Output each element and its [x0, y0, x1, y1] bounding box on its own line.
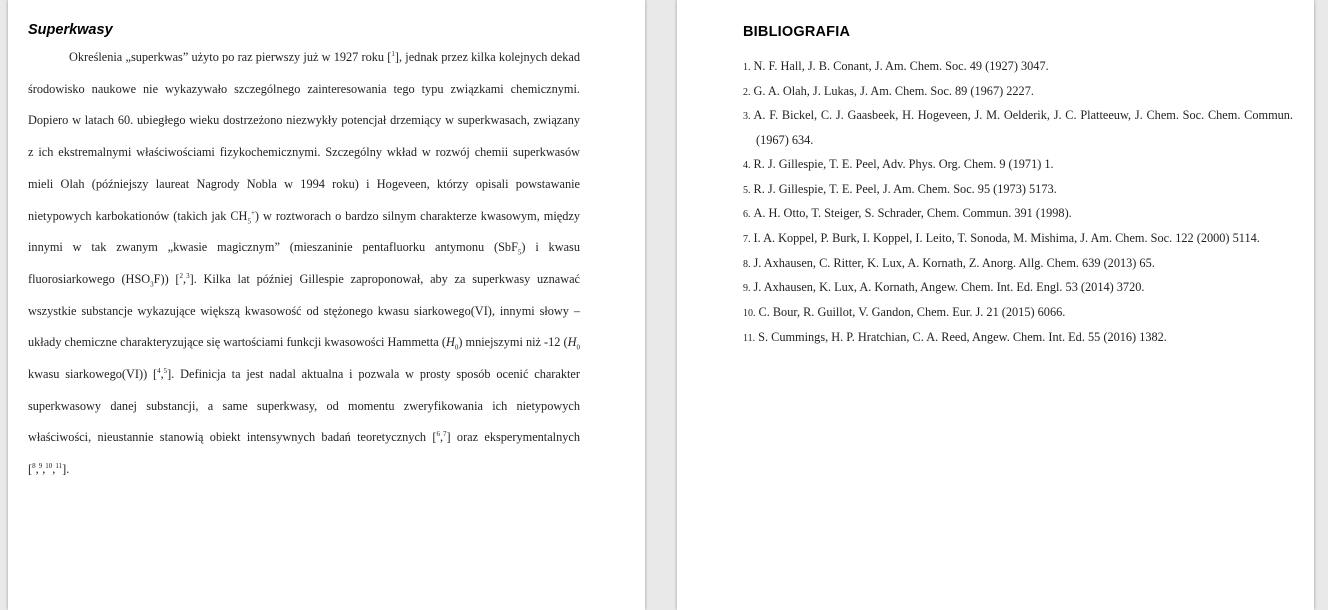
- subscript: 0: [454, 343, 459, 352]
- citation-superscript: 1: [391, 49, 395, 58]
- reference-number: 8.: [743, 258, 751, 270]
- text-run: ]. Kilka lat później Gillespie zaproponował, aby za superkwasy uznawać wszystkie substancje wykazujące większą kwasowość od stężonego kwasu siarkowego(VI), innymi słowy – układy chemiczne charakteryzujące się wartościami funkcji kwasowości Hammetta (: [28, 271, 580, 350]
- subscript: 5: [247, 216, 251, 225]
- reference-item: [743, 252, 1293, 277]
- reference-number: 5.: [743, 184, 751, 196]
- text-run: ,: [52, 462, 56, 477]
- text-run: ) i kwasu fluorosiarkowego (HSO: [28, 240, 580, 286]
- subscript: 3: [150, 280, 154, 289]
- reference-text: I. A. Koppel, P. Burk, I. Koppel, I. Leito, T. Sonoda, M. Mishima, J. Am. Chem. Soc. 122 (2000) 5114.: [753, 230, 1260, 245]
- reference-item: [743, 178, 1293, 203]
- reference-text: C. Bour, R. Guillot, V. Gandon, Chem. Eur. J. 21 (2015) 6066.: [758, 305, 1066, 320]
- reference-number: 10.: [743, 308, 756, 320]
- reference-text: S. Cummings, H. P. Hratchian, C. A. Reed, Angew. Chem. Int. Ed. 55 (2016) 1382.: [758, 329, 1167, 344]
- reference-text: R. J. Gillespie, T. E. Peel, J. Am. Chem. Soc. 95 (1973) 5173.: [753, 181, 1057, 196]
- text-run: ].: [62, 462, 70, 477]
- citation-superscript: 8: [32, 462, 36, 471]
- text-run: ,: [439, 430, 444, 445]
- text-run: ,: [42, 462, 46, 477]
- reference-text: A. H. Otto, T. Steiger, S. Schrader, Chem. Commun. 391 (1998).: [753, 206, 1072, 221]
- document-page-right: [677, 0, 1314, 610]
- citation-superscript: 3: [186, 271, 190, 280]
- reference-text: J. Axhausen, K. Lux, A. Kornath, Angew. Chem. Int. Ed. Engl. 53 (2014) 3720.: [753, 280, 1145, 295]
- reference-list: [743, 55, 1293, 350]
- reference-number: 3.: [743, 111, 751, 123]
- reference-text: N. F. Hall, J. B. Conant, J. Am. Chem. Soc. 49 (1927) 3047.: [753, 59, 1049, 73]
- text-run: Określenia „superkwas” użyto po raz pierwszy już w 1927 roku [: [69, 50, 392, 64]
- reference-item: [743, 326, 1293, 351]
- section-heading: Superkwasy: [28, 22, 113, 38]
- reference-text: J. Axhausen, C. Ritter, K. Lux, A. Kornath, Z. Anorg. Allg. Chem. 639 (2013) 65.: [753, 255, 1155, 270]
- bibliography-heading: BIBLIOGRAFIA: [743, 24, 851, 40]
- text-run: ) mniejszymi niż -12 (: [458, 335, 568, 350]
- reference-text: R. J. Gillespie, T. E. Peel, Adv. Phys. Org. Chem. 9 (1971) 1.: [753, 156, 1054, 171]
- italic-symbol: H: [567, 335, 577, 350]
- citation-superscript: 7: [443, 430, 447, 439]
- reference-item: [743, 227, 1293, 252]
- text-run: ,: [160, 367, 164, 382]
- citation-superscript: 4: [157, 366, 161, 375]
- reference-number: 11.: [743, 332, 756, 344]
- citation-superscript: 11: [55, 462, 63, 471]
- reference-number: 6.: [743, 209, 751, 221]
- citation-superscript: 6: [436, 430, 440, 439]
- text-run: ], jednak przez kilka kolejnych dekad środowisko naukowe nie wykazywało szczególnego zainteresowania tego typu związkami chemicznymi. Dopiero w latach 60. ubiegłego wieku dostrzeżono niezwykły potencjał drzemiący w superkwasach, związany z ich ekstremalnymi właściwościami fizykochemicznymi. Szczególny wkład w rozwój chemii superkwasów mieli Olah (późniejszy laureat Nagrody Nobla w 1994 roku) i Hogeveen, którzy opisali powstawanie nietypowych karbokationów (takich jak CH: [28, 50, 580, 223]
- reference-item: [743, 55, 1293, 80]
- subscript: 0: [576, 343, 581, 352]
- text-run: ) w roztworach o bardzo silnym charakterze kwasowym, między innymi w tak zwanym „kwasie magicznym” (mieszaninie pentafluorku antymonu (SbF: [28, 208, 580, 255]
- reference-number: 2.: [743, 86, 751, 98]
- reference-item: [743, 80, 1293, 105]
- reference-number: 7.: [743, 233, 751, 245]
- text-run: ] oraz eksperymentalnych [: [28, 430, 580, 477]
- body-paragraph: [28, 42, 580, 486]
- reference-number: 4.: [743, 159, 751, 171]
- reference-item: [743, 301, 1293, 326]
- italic-symbol: H: [445, 335, 455, 350]
- reference-number: 1.: [743, 62, 751, 73]
- reference-item: [743, 104, 1293, 152]
- text-run: F)) [: [153, 271, 180, 286]
- citation-superscript: +: [250, 208, 255, 217]
- citation-superscript: 2: [179, 271, 184, 280]
- citation-superscript: 10: [45, 462, 53, 471]
- reference-number: 9.: [743, 283, 751, 295]
- reference-item: [743, 276, 1293, 301]
- subscript: 5: [517, 248, 522, 257]
- reference-item: [743, 202, 1293, 227]
- document-page-left: [8, 0, 645, 610]
- text-run: ,: [183, 271, 187, 286]
- text-run: kwasu siarkowego(VI)) [: [28, 367, 158, 382]
- text-run: ]. Definicja ta jest nadal aktualna i pozwala w prosty sposób ocenić charakter superkwasowy danej substancji, a same superkwasy, od momentu zweryfikowania ich nietypowych właściwości, nieustannie stanowią obiekt intensywnych badań teoretycznych [: [28, 367, 580, 445]
- reference-text: A. F. Bickel, C. J. Gaasbeek, H. Hogeveen, J. M. Oelderik, J. C. Platteeuw, J. Chem. Soc. Chem. Commun. (1967) 634.: [753, 108, 1293, 148]
- text-run: ,: [35, 462, 39, 477]
- reference-item: [743, 153, 1293, 178]
- citation-superscript: 9: [38, 462, 43, 471]
- reference-text: G. A. Olah, J. Lukas, J. Am. Chem. Soc. 89 (1967) 2227.: [753, 83, 1034, 98]
- citation-superscript: 5: [163, 366, 168, 375]
